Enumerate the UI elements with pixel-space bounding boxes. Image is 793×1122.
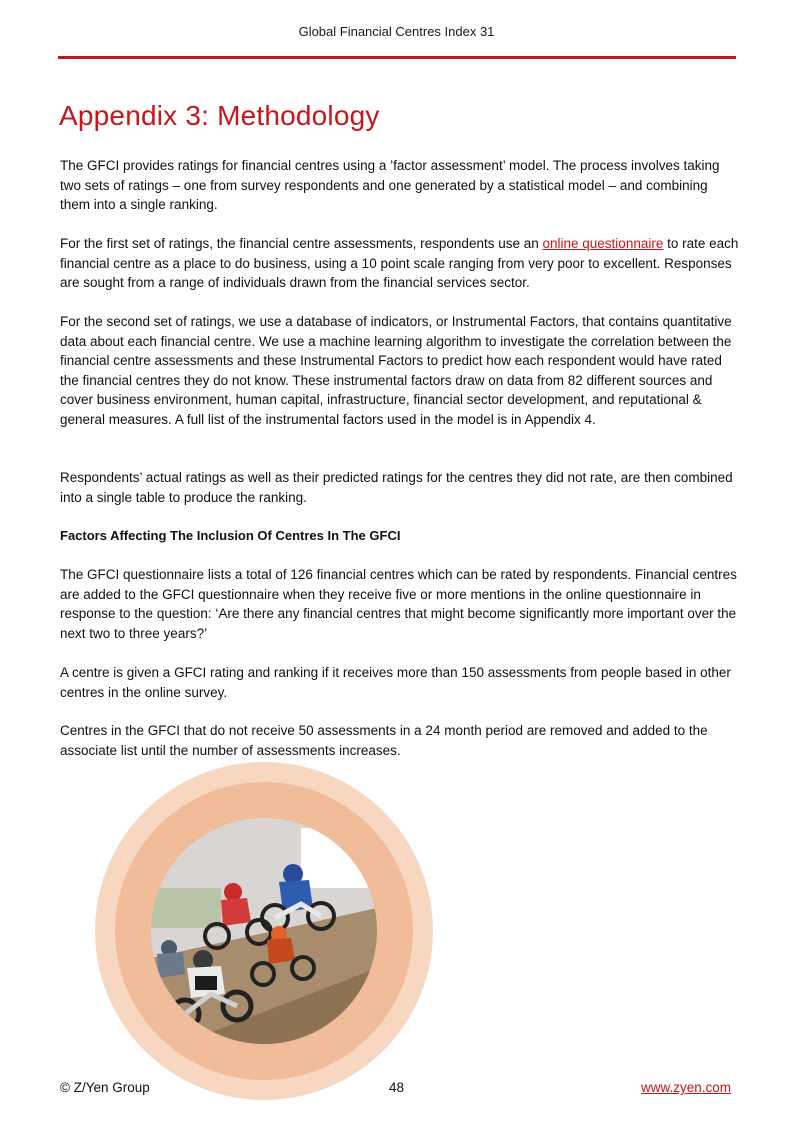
paragraph-questionnaire: The GFCI questionnaire lists a total of 126 financial centres which can be rated by respondents. Financial centres are added to the GFCI questionnaire when they receive five or more mentions in the online questionnaire in response to the question: ‘Are there any financial centres that might become significantly more important over the next two to three years?’ <box>60 567 737 641</box>
paragraph-rating-threshold: A centre is given a GFCI rating and ranking if it receives more than 150 assessments from people based in other centres in the online survey. <box>60 665 731 700</box>
motocross-photo <box>151 818 377 1044</box>
header-divider <box>58 56 736 59</box>
page-title: Appendix 3: Methodology <box>59 100 380 131</box>
background-trees <box>151 888 221 928</box>
footer-copyright: © Z/Yen Group <box>60 1080 150 1095</box>
motocross-illustration <box>151 818 377 1044</box>
decorative-circle-photo <box>95 762 433 1100</box>
paragraph-removal: Centres in the GFCI that do not receive 50 assessments in a 24 month period are removed and added to the associate list until the number of assessments increases. <box>60 723 708 758</box>
paragraph-first-ratings-start: For the first set of ratings, the financial centre assessments, respondents use an <box>60 236 543 251</box>
paragraph-intro: The GFCI provides ratings for financial centres using a ’factor assessment’ model. The process involves taking two sets of ratings – one from survey respondents and one generated by a statistical model – and combining them into a single ranking. <box>60 158 720 212</box>
paragraph-second-ratings: For the second set of ratings, we use a database of indicators, or Instrumental Factors, that contains quantitative data about each financial centre. We use a machine learning algorithm to investigate the correlation between the financial centre assessments and these Instrumental Factors to predict how each respondent would have rated the financial centres they do not know. These instrumental factors draw on data from 82 different sources and cover business environment, human capital, infrastructure, financial sector development, and reputational & general measures. A full list of the instrumental factors used in the model is in Appendix 4. <box>60 314 732 427</box>
section-subheading: Factors Affecting The Inclusion Of Centres In The GFCI <box>60 528 401 543</box>
paragraph-first-ratings <box>60 234 740 293</box>
online-questionnaire-link[interactable]: online questionnaire <box>542 236 664 251</box>
footer-website-link[interactable]: www.zyen.com <box>640 1080 731 1095</box>
paragraph-first-ratings-end: to rate each financial centre as a place to do business, using a 10 point scale ranging from very poor to excellent. Responses are sought from a range of individuals drawn from the financial services sector. <box>60 236 739 290</box>
running-header: Global Financial Centres Index 31 <box>298 24 495 39</box>
paragraph-combined-ranking: Respondents’ actual ratings as well as their predicted ratings for the centres they did not rate, are then combined into a single table to produce the ranking. <box>60 470 733 505</box>
footer-page-number: 48 <box>388 1080 405 1095</box>
